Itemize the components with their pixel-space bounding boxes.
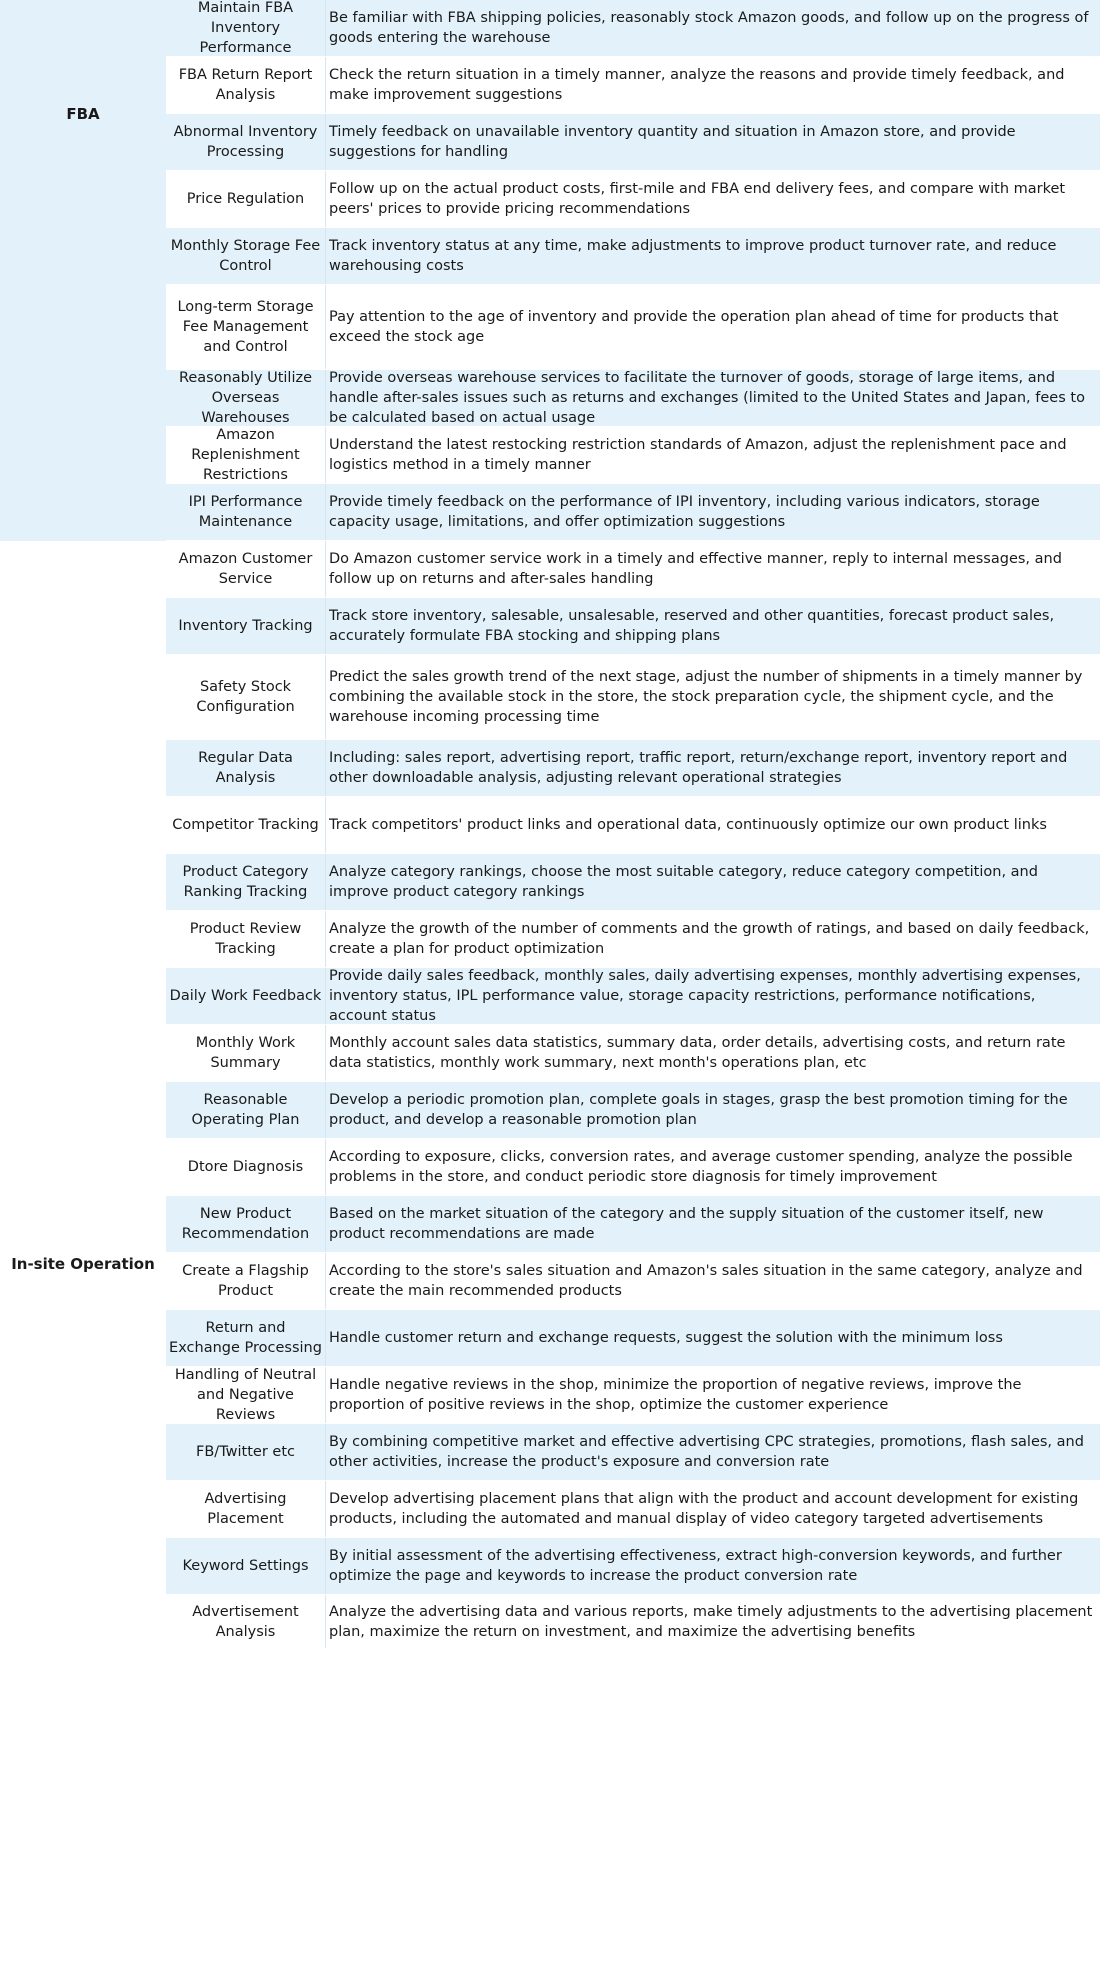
table-row — [166, 1424, 1100, 1481]
table-row — [166, 1253, 1100, 1310]
service-item: Monthly Work Summary — [166, 1025, 326, 1081]
service-description: Based on the market situation of the category and the supply situation of the customer itself, new product recommendations are made — [329, 1206, 1044, 1242]
service-description: Handle customer return and exchange requests, suggest the solution with the minimum loss — [329, 1330, 1003, 1346]
service-description: Track store inventory, salesable, unsalesable, reserved and other quantities, forecast product sales, accurately formulate FBA stocking and shipping plans — [329, 608, 1055, 644]
service-description: Predict the sales growth trend of the next stage, adjust the number of shipments in a timely manner by combining the available stock in the store, the stock preparation cycle, the shipment cycle, and the warehouse incoming processing time — [329, 669, 1083, 725]
service-item: Amazon Replenishment Restrictions — [166, 427, 326, 483]
category-group-in-site-operation — [0, 541, 1100, 1649]
table-row — [166, 171, 1100, 228]
service-description: Pay attention to the age of inventory and provide the operation plan ahead of time for products that exceed the stock age — [329, 309, 1059, 345]
service-item: Safety Stock Configuration — [166, 655, 326, 739]
table-row — [166, 1196, 1100, 1253]
table-row — [166, 1595, 1100, 1649]
service-description: By combining competitive market and effective advertising CPC strategies, promotions, flash sales, and other activities, increase the product's exposure and conversion rate — [329, 1434, 1084, 1470]
service-item: Return and Exchange Processing — [166, 1310, 326, 1366]
service-item: Reasonable Operating Plan — [166, 1082, 326, 1138]
category-label: In-site Operation — [11, 1255, 155, 1273]
service-item: Advertisement Analysis — [166, 1595, 326, 1648]
table-row — [166, 598, 1100, 655]
service-description: Track inventory status at any time, make adjustments to improve product turnover rate, and reduce warehousing costs — [329, 238, 1057, 274]
table-row — [166, 0, 1100, 57]
service-description: Understand the latest restocking restriction standards of Amazon, adjust the replenishment pace and logistics method in a timely manner — [329, 437, 1067, 473]
table-row — [166, 1367, 1100, 1424]
service-item: Dtore Diagnosis — [166, 1139, 326, 1195]
service-item: IPI Performance Maintenance — [166, 484, 326, 540]
category-group-fba — [0, 0, 1100, 541]
service-item: Maintain FBA Inventory Performance — [166, 0, 326, 56]
service-description: Handle negative reviews in the shop, minimize the proportion of negative reviews, improve the proportion of positive reviews in the shop, optimize the customer experience — [329, 1377, 1022, 1413]
table-row — [166, 911, 1100, 968]
service-item: FB/Twitter etc — [166, 1424, 326, 1480]
service-item: Advertising Placement — [166, 1481, 326, 1537]
table-row — [166, 228, 1100, 285]
table-row — [166, 740, 1100, 797]
service-description: Including: sales report, advertising report, traffic report, return/exchange report, inventory report and other downloadable analysis, adjusting relevant operational strategies — [329, 750, 1068, 786]
table-row — [166, 57, 1100, 114]
service-item: Monthly Storage Fee Control — [166, 228, 326, 284]
service-item: Create a Flagship Product — [166, 1253, 326, 1309]
service-description: Develop advertising placement plans that align with the product and account development for existing products, including the automated and manual display of video category targeted advertisements — [329, 1491, 1079, 1527]
service-description: Provide timely feedback on the performance of IPI inventory, including various indicators, storage capacity usage, limitations, and offer optimization suggestions — [329, 494, 1040, 530]
service-item: Reasonably Utilize Overseas Warehouses — [166, 370, 326, 426]
service-item: Product Review Tracking — [166, 911, 326, 967]
service-description: Timely feedback on unavailable inventory quantity and situation in Amazon store, and provide suggestions for handling — [329, 124, 1016, 160]
service-item: Handling of Neutral and Negative Reviews — [166, 1367, 326, 1423]
service-item: Price Regulation — [166, 171, 326, 227]
table-row — [166, 1481, 1100, 1538]
table-row — [166, 854, 1100, 911]
service-item: Daily Work Feedback — [166, 968, 326, 1024]
service-item: Inventory Tracking — [166, 598, 326, 654]
service-description: Provide daily sales feedback, monthly sales, daily advertising expenses, monthly advertising expenses, inventory status, IPL performance value, storage capacity restrictions, performance notifications, account status — [329, 968, 1081, 1024]
service-description: Provide overseas warehouse services to facilitate the turnover of goods, storage of large items, and handle after-sales issues such as returns and exchanges (limited to the United States and Japan, fees to be calculated based on actual usage — [329, 370, 1085, 426]
service-description: Follow up on the actual product costs, first-mile and FBA end delivery fees, and compare with market peers' prices to provide pricing recommendations — [329, 181, 1066, 217]
table-row — [166, 1139, 1100, 1196]
service-description: According to exposure, clicks, conversion rates, and average customer spending, analyze the possible problems in the store, and conduct periodic store diagnosis for timely improvement — [329, 1149, 1073, 1185]
service-item: Product Category Ranking Tracking — [166, 854, 326, 910]
service-item: Competitor Tracking — [166, 797, 326, 853]
service-item: Amazon Customer Service — [166, 541, 326, 597]
service-item: Keyword Settings — [166, 1538, 326, 1594]
service-item: Abnormal Inventory Processing — [166, 114, 326, 170]
service-description: Monthly account sales data statistics, summary data, order details, advertising costs, and return rate data statistics, monthly work summary, next month's operations plan, etc — [329, 1035, 1066, 1071]
table-row — [166, 968, 1100, 1025]
service-description: According to the store's sales situation and Amazon's sales situation in the same category, analyze and create the main recommended products — [329, 1263, 1083, 1299]
service-description: By initial assessment of the advertising effectiveness, extract high-conversion keywords, and further optimize the page and keywords to increase the product conversion rate — [329, 1548, 1062, 1584]
table-row — [166, 1082, 1100, 1139]
table-row — [166, 427, 1100, 484]
service-item: New Product Recommendation — [166, 1196, 326, 1252]
service-description: Analyze the growth of the number of comments and the growth of ratings, and based on daily feedback, create a plan for product optimization — [329, 921, 1090, 957]
service-description: Track competitors' product links and operational data, continuously optimize our own product links — [329, 817, 1047, 833]
service-description: Check the return situation in a timely manner, analyze the reasons and provide timely feedback, and make improvement suggestions — [329, 67, 1065, 103]
table-row — [166, 285, 1100, 370]
table-row — [166, 541, 1100, 598]
service-item: Regular Data Analysis — [166, 740, 326, 796]
service-description: Analyze category rankings, choose the most suitable category, reduce category competition, and improve product category rankings — [329, 864, 1038, 900]
service-item: Long-term Storage Fee Management and Control — [166, 285, 326, 369]
table-row — [166, 797, 1100, 854]
service-description: Do Amazon customer service work in a timely and effective manner, reply to internal messages, and follow up on returns and after-sales handling — [329, 551, 1062, 587]
service-item: FBA Return Report Analysis — [166, 57, 326, 113]
table-row — [166, 1025, 1100, 1082]
table-row — [166, 655, 1100, 740]
table-row — [166, 484, 1100, 541]
table-row — [166, 370, 1100, 427]
table-row — [166, 1310, 1100, 1367]
service-description: Analyze the advertising data and various reports, make timely adjustments to the advertising placement plan, maximize the return on investment, and maximize the advertising benefits — [329, 1603, 1093, 1640]
table-row — [166, 1538, 1100, 1595]
service-description: Be familiar with FBA shipping policies, reasonably stock Amazon goods, and follow up on the progress of goods entering the warehouse — [329, 10, 1089, 46]
table-row — [166, 114, 1100, 171]
service-description: Develop a periodic promotion plan, complete goals in stages, grasp the best promotion timing for the product, and develop a reasonable promotion plan — [329, 1092, 1068, 1128]
category-label: FBA — [0, 0, 166, 228]
